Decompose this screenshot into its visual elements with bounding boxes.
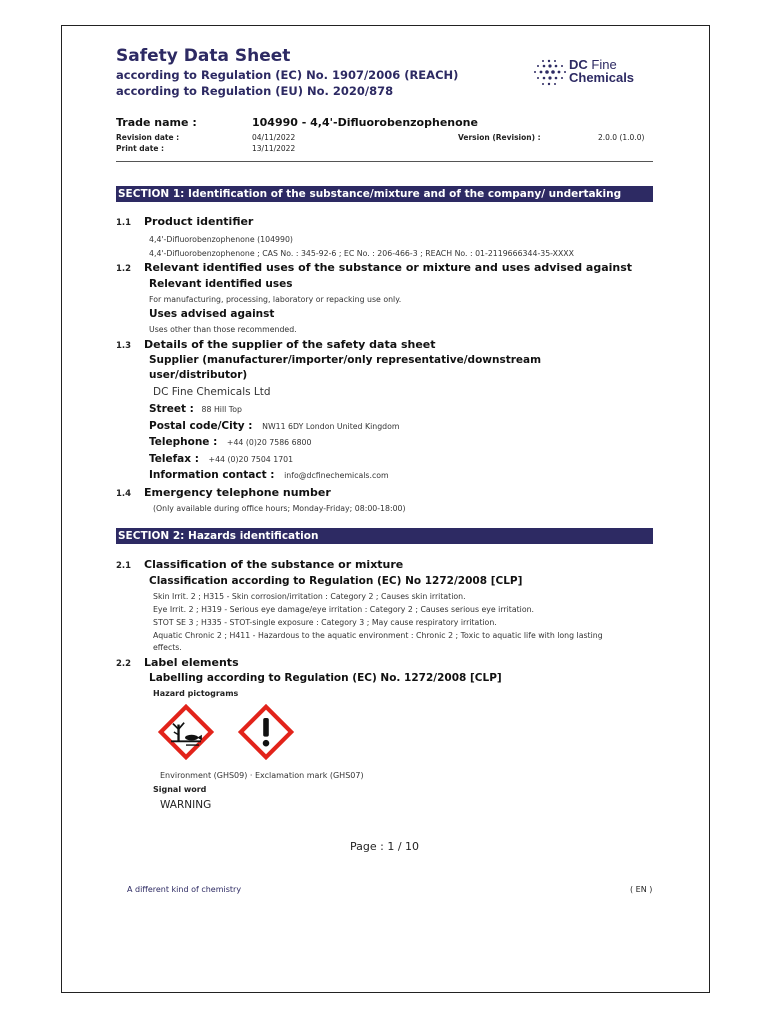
version-label: Version (Revision) : (458, 133, 541, 142)
section-1-1-number: 1.1 (116, 218, 132, 228)
postal-value: NW11 6DY London United Kingdom (262, 422, 400, 431)
regulation-subtitle-2: according to Regulation (EU) No. 2020/878 (116, 84, 394, 98)
telefax-row (149, 453, 293, 465)
classification-line: effects. (153, 643, 182, 652)
product-identifier-line-2: 4,4'-Difluorobenzophenone ; CAS No. : 345-92-6 ; EC No. : 206-466-3 ; REACH No. : 01-2119666344-35-XXXX (149, 249, 574, 258)
uses-advised-against-text: Uses other than those recommended. (149, 325, 297, 334)
information-contact-value: info@dcfinechemicals.com (284, 471, 389, 480)
company-logo (533, 56, 653, 90)
section-2-1-number: 2.1 (116, 561, 132, 571)
pictograms-caption: Environment (GHS09) · Exclamation mark (GHS07) (160, 771, 364, 780)
section-1-4-number: 1.4 (116, 489, 132, 499)
telephone-label: Telephone : (149, 436, 218, 448)
signal-word-label: Signal word (153, 785, 207, 794)
supplier-name: DC Fine Chemicals Ltd (153, 386, 271, 398)
section-2-1-title: Classification of the substance or mixture (144, 558, 404, 571)
labelling-title: Labelling according to Regulation (EC) No. 1272/2008 [CLP] (149, 672, 502, 684)
header-divider (116, 161, 653, 162)
logo-text-dc: DC (569, 57, 588, 72)
signal-word-value: WARNING (160, 799, 212, 811)
section-1-2-number: 1.2 (116, 264, 132, 274)
environment-pictogram-icon (158, 704, 214, 760)
version-value: 2.0.0 (1.0.0) (598, 133, 645, 142)
section-1-3-title: Details of the supplier of the safety data sheet (144, 338, 436, 351)
section-1-1-title: Product identifier (144, 215, 254, 228)
classification-line: Skin Irrit. 2 ; H315 - Skin corrosion/irritation : Category 2 ; Causes skin irritation. (153, 592, 466, 601)
logo-dots-icon (533, 58, 567, 88)
street-label: Street : (149, 403, 194, 415)
trade-name-value: 104990 - 4,4'-Difluorobenzophenone (252, 116, 478, 129)
uses-advised-against-title: Uses advised against (149, 308, 275, 320)
section-2-2-number: 2.2 (116, 659, 132, 669)
exclamation-pictogram-icon (238, 704, 294, 760)
regulation-subtitle-1: according to Regulation (EC) No. 1907/2006 (REACH) (116, 68, 459, 82)
telefax-label: Telefax : (149, 453, 199, 465)
supplier-title-line-1: Supplier (manufacturer/importer/only representative/downstream (149, 354, 542, 366)
classification-line: Aquatic Chronic 2 ; H411 - Hazardous to the aquatic environment : Chronic 2 ; Toxic to aquatic life with long lasting (153, 631, 603, 640)
page-number: Page : 1 / 10 (350, 840, 420, 853)
section-1-4-title: Emergency telephone number (144, 486, 331, 499)
section-2-2-title: Label elements (144, 656, 239, 669)
section-1-header: SECTION 1: Identification of the substance/mixture and of the company/ undertaking (116, 186, 653, 202)
telephone-row (149, 436, 311, 448)
street-row (149, 403, 242, 415)
print-date-value: 13/11/2022 (252, 144, 296, 153)
section-1-2-title: Relevant identified uses of the substance or mixture and uses advised against (144, 261, 633, 274)
footer-tagline: A different kind of chemistry (127, 885, 242, 894)
classification-line: STOT SE 3 ; H335 - STOT-single exposure : Category 3 ; May cause respiratory irritation. (153, 618, 497, 627)
section-2-header: SECTION 2: Hazards identification (116, 528, 653, 544)
postal-label: Postal code/City : (149, 420, 253, 432)
classification-line: Eye Irrit. 2 ; H319 - Serious eye damage/eye irritation : Category 2 ; Causes serious eye irritation. (153, 605, 535, 614)
relevant-uses-title: Relevant identified uses (149, 278, 293, 290)
information-contact-label: Information contact : (149, 469, 275, 481)
revision-date-value: 04/11/2022 (252, 133, 296, 142)
document-title: Safety Data Sheet (116, 46, 291, 66)
information-contact-row (149, 469, 389, 481)
classification-title: Classification according to Regulation (EC) No 1272/2008 [CLP] (149, 575, 523, 587)
telephone-value: +44 (0)20 7586 6800 (226, 438, 312, 447)
logo-text-fine: Fine (591, 57, 617, 72)
product-identifier-line-1: 4,4'-Difluorobenzophenone (104990) (149, 235, 293, 244)
street-value: 88 Hill Top (201, 405, 242, 414)
postal-row (149, 420, 399, 432)
hazard-pictograms-label: Hazard pictograms (153, 689, 239, 698)
revision-date-label: Revision date : (116, 133, 180, 142)
logo-text-chemicals: Chemicals (569, 70, 635, 85)
print-date-label: Print date : (116, 144, 165, 153)
emergency-hours-text: (Only available during office hours; Monday-Friday; 08:00-18:00) (153, 504, 406, 513)
telefax-value: +44 (0)20 7504 1701 (208, 455, 294, 464)
language-code: ( EN ) (630, 885, 653, 894)
supplier-title-line-2: user/distributor) (149, 369, 248, 381)
relevant-uses-text: For manufacturing, processing, laboratory or repacking use only. (149, 295, 402, 304)
trade-name-label: Trade name : (116, 116, 197, 129)
section-1-3-number: 1.3 (116, 341, 132, 351)
